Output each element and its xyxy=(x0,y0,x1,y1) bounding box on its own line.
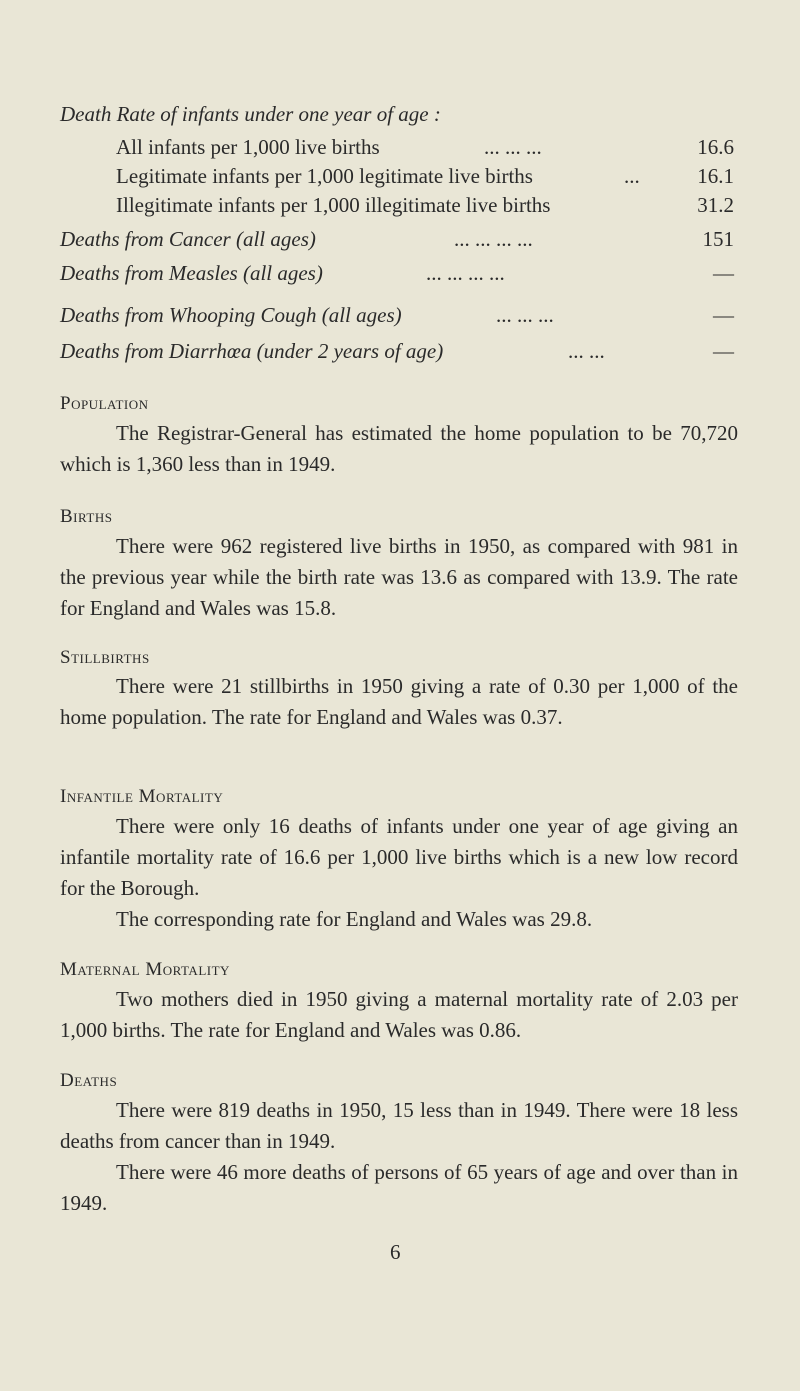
cancer-label: Deaths from Cancer (all ages) xyxy=(60,227,316,251)
diarrhoea-leader: ... ... xyxy=(568,339,605,363)
rate-row-all-value: 16.6 xyxy=(697,135,734,159)
cancer-leader: ... ... ... ... xyxy=(454,227,533,251)
births-heading: Births xyxy=(60,506,113,527)
deaths-heading: Deaths xyxy=(60,1070,118,1091)
maternal-mortality-paragraph: Two mothers died in 1950 giving a maternal mortality rate of 2.03 per 1,000 births. The rate for England and Wales was 0.86. xyxy=(60,987,738,1042)
cancer-value: 151 xyxy=(702,227,734,251)
deaths-paragraph: There were 819 deaths in 1950, 15 less than in 1949. There were 18 less deaths from cancer than in 1949. xyxy=(60,1098,738,1153)
whooping-cough-leader: ... ... ... xyxy=(496,303,554,327)
measles-leader: ... ... ... ... xyxy=(426,261,505,285)
rate-row-legit-label: Legitimate infants per 1,000 legitimate live births xyxy=(116,164,533,188)
infantile-mortality-heading: Infantile Mortality xyxy=(60,786,224,807)
page-number: 6 xyxy=(390,1240,401,1264)
measles-label: Deaths from Measles (all ages) xyxy=(60,261,323,285)
whooping-cough-label: Deaths from Whooping Cough (all ages) xyxy=(60,303,402,327)
rate-row-illegit-value: 31.2 xyxy=(697,193,734,217)
population-heading: Population xyxy=(60,393,149,414)
rate-row-all-leader: ... ... ... xyxy=(484,135,542,159)
whooping-cough-value: — xyxy=(713,303,734,327)
stillbirths-paragraph: There were 21 stillbirths in 1950 giving a rate of 0.30 per 1,000 of the home population. The rate for England and Wales was 0.37. xyxy=(60,674,738,729)
rate-row-all-label: All infants per 1,000 live births xyxy=(116,135,380,159)
infantile-mortality-paragraph: There were only 16 deaths of infants under one year of age giving an infantile mortality rate of 16.6 per 1,000 live births which is a new low record for the Borough. xyxy=(60,814,738,900)
rate-row-illegit-label: Illegitimate infants per 1,000 illegitimate live births xyxy=(116,193,551,217)
death-rate-heading: Death Rate of infants under one year of age : xyxy=(60,102,441,126)
diarrhoea-value: — xyxy=(713,339,734,363)
rate-row-legit-leader: ... xyxy=(624,164,640,188)
deaths-paragraph-2: There were 46 more deaths of persons of 65 years of age and over than in 1949. xyxy=(60,1160,738,1215)
diarrhoea-label: Deaths from Diarrhœa (under 2 years of age) xyxy=(60,339,444,363)
births-paragraph: There were 962 registered live births in 1950, as compared with 981 in the previous year while the birth rate was 13.6 as compared with 13.9. The rate for England and Wales was 15.8. xyxy=(60,534,738,620)
rate-row-legit-value: 16.1 xyxy=(697,164,734,188)
population-paragraph: The Registrar-General has estimated the home population to be 70,720 which is 1,360 less than in 1949. xyxy=(60,421,738,476)
measles-value: — xyxy=(713,261,734,285)
infantile-mortality-paragraph-2: The corresponding rate for England and Wales was 29.8. xyxy=(116,907,593,931)
stillbirths-heading: Stillbirths xyxy=(60,647,150,668)
maternal-mortality-heading: Maternal Mortality xyxy=(60,959,230,980)
